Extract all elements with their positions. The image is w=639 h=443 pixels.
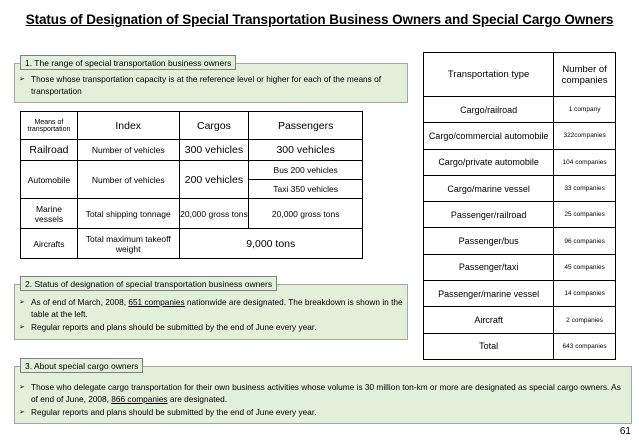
arrow-bullet-icon: ➢ <box>19 299 25 306</box>
table-row <box>424 228 616 254</box>
table-row <box>21 199 363 229</box>
table-row <box>21 140 363 161</box>
type-cell: Cargo/railroad <box>424 97 554 123</box>
type-cell: Passenger/railroad <box>424 202 554 228</box>
count-cell: 25 companies <box>554 202 616 228</box>
table-row <box>424 149 616 175</box>
table-row <box>424 53 616 97</box>
means-table <box>20 111 363 259</box>
table-row <box>424 333 616 359</box>
count-cell: 104 companies <box>554 149 616 175</box>
table-row <box>21 229 363 259</box>
section3-bullet2-text: Regular reports and plans should be submitted by the end of June every year. <box>31 407 317 417</box>
type-cell: Cargo/private automobile <box>424 149 554 175</box>
type-cell: Passenger/bus <box>424 228 554 254</box>
section3-company-count: 866 companies <box>111 393 168 404</box>
table-row <box>424 202 616 228</box>
header-transportation-type: Transportation type <box>424 53 554 97</box>
automobile-passengers-taxi: Taxi 350 vehicles <box>249 180 363 199</box>
marine-index: Total shipping tonnage <box>77 199 179 229</box>
count-cell: 2 companies <box>554 307 616 333</box>
aircraft-means: Aircrafts <box>21 229 78 259</box>
aircraft-index: Total maximum takeoff weight <box>77 229 179 259</box>
section2-company-count: 651 companies <box>128 297 185 307</box>
automobile-means: Automobile <box>21 161 78 199</box>
section1-bullet <box>15 74 403 97</box>
section3-bullet1-pre: Those who delegate cargo transportation for their own business activities whose volume is 30 million ton-km or more are designated as special cargo owners. As of end of June, 2008, <box>31 382 621 404</box>
table-row <box>424 281 616 307</box>
type-cell: Cargo/commercial automobile <box>424 123 554 149</box>
transportation-type-table <box>423 52 616 360</box>
type-cell: Passenger/taxi <box>424 254 554 280</box>
header-number-of-companies: Number of companies <box>554 53 616 97</box>
arrow-bullet-icon: ➢ <box>19 384 25 391</box>
automobile-index: Number of vehicles <box>77 161 179 199</box>
count-cell: 322companies <box>554 123 616 149</box>
count-cell: 96 companies <box>554 228 616 254</box>
section2-bullet1-post: nationwide are designated. The breakdown is shown in the table at the left. <box>31 297 403 319</box>
table-row <box>21 112 363 140</box>
railroad-means: Railroad <box>21 140 78 161</box>
section3-bullet-1 <box>15 382 623 405</box>
table-row <box>424 307 616 333</box>
arrow-bullet-icon: ➢ <box>19 409 25 416</box>
marine-means: Marine vessels <box>21 199 78 229</box>
count-cell: 14 companies <box>554 281 616 307</box>
type-cell: Cargo/marine vessel <box>424 175 554 201</box>
header-index: Index <box>77 112 179 140</box>
count-cell: 33 companies <box>554 175 616 201</box>
arrow-bullet-icon: ➢ <box>19 324 25 331</box>
aircraft-combined: 9,000 tons <box>179 229 362 259</box>
arrow-bullet-icon: ➢ <box>19 76 25 83</box>
marine-cargos: 20,000 gross tons <box>179 199 249 229</box>
section2-bullet2-text: Regular reports and plans should be submitted by the end of June every year. <box>31 322 317 332</box>
section2-bullet1-pre: As of end of March, 2008, <box>31 297 129 307</box>
section3-label: 3. About special cargo owners <box>20 358 143 373</box>
table-row <box>424 254 616 280</box>
table-row <box>424 97 616 123</box>
marine-passengers: 20,000 gross tons <box>249 199 363 229</box>
header-means: Means of transportation <box>21 112 78 140</box>
header-passengers: Passengers <box>249 112 363 140</box>
section2-bullet-1 <box>15 297 403 320</box>
railroad-cargos: 300 vehicles <box>179 140 249 161</box>
section3-box <box>14 366 632 424</box>
section2-box <box>14 284 408 340</box>
section2-bullet-2 <box>15 322 403 334</box>
section1-bullet-text: Those whose transportation capacity is at the reference level or higher for each of the means of transportation <box>31 74 382 96</box>
section3-bullet-2 <box>15 407 623 419</box>
railroad-index: Number of vehicles <box>77 140 179 161</box>
table-row <box>21 161 363 180</box>
table-row <box>424 175 616 201</box>
type-cell: Passenger/marine vessel <box>424 281 554 307</box>
count-cell: 643 companies <box>554 333 616 359</box>
section2-label: 2. Status of designation of special transportation business owners <box>20 276 277 291</box>
page-title: Status of Designation of Special Transportation Business Owners and Special Cargo Owners <box>25 12 614 27</box>
section1-label: 1. The range of special transportation business owners <box>20 55 236 70</box>
automobile-passengers-bus: Bus 200 vehicles <box>249 161 363 180</box>
page-number: 61 <box>619 426 631 437</box>
count-cell: 45 companies <box>554 254 616 280</box>
header-cargos: Cargos <box>179 112 249 140</box>
table-row <box>424 123 616 149</box>
type-cell: Aircraft <box>424 307 554 333</box>
automobile-cargos: 200 vehicles <box>179 161 249 199</box>
section3-bullet1-post: are designated. <box>167 393 228 404</box>
type-cell: Total <box>424 333 554 359</box>
railroad-passengers: 300 vehicles <box>249 140 363 161</box>
count-cell: 1 company <box>554 97 616 123</box>
